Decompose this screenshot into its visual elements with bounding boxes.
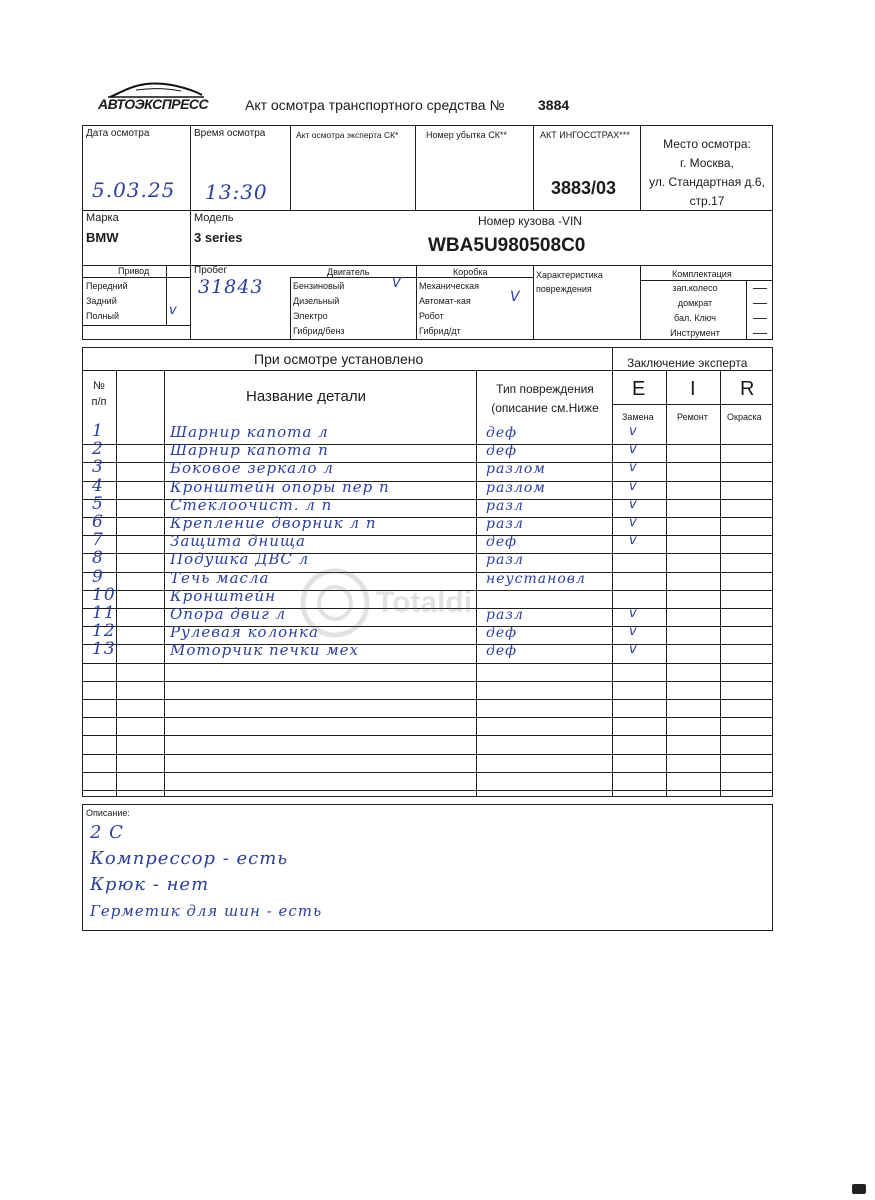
gearbox-check-mark: V — [510, 289, 521, 305]
row-damage-type: разл — [486, 607, 524, 623]
description-label: Описание: — [86, 808, 130, 818]
table-row — [82, 639, 773, 660]
damage-characteristic-label: Характеристика повреждения — [536, 270, 603, 294]
row-damage-type: деф — [486, 534, 518, 551]
row-divider — [82, 681, 773, 682]
gearbox-option: Автомат-кая — [419, 296, 471, 306]
row-replace-check: v — [629, 460, 638, 476]
row-number: 9 — [92, 566, 104, 587]
row-part-name: Крепление дворник л п — [170, 514, 377, 532]
watermark-logo-icon — [300, 568, 370, 638]
place-label: Место осмотра: — [663, 137, 751, 151]
row-replace-check: v — [629, 642, 638, 658]
row-number: 2 — [92, 439, 104, 460]
row-number: 13 — [92, 639, 116, 660]
row-number: 10 — [92, 584, 116, 605]
equipment-option: Инструмент — [670, 328, 720, 338]
row-damage-type: разл — [486, 497, 524, 514]
mileage-value: 31843 — [198, 276, 264, 298]
num-header: № п/п — [91, 380, 107, 408]
row-part-name: Шарнир капота л — [170, 423, 329, 441]
part-header: Название детали — [246, 388, 366, 405]
ingos-act-value: 3883/03 — [551, 178, 617, 198]
logo — [98, 78, 208, 118]
table-row — [82, 421, 773, 439]
table-row — [82, 476, 773, 494]
expert-act-label: Акт осмотра эксперта СК* — [296, 130, 399, 140]
place-street: ул. Стандартная д.6, — [649, 175, 765, 189]
table-row — [82, 439, 773, 460]
act-number: 3884 — [538, 97, 570, 113]
model-label: Модель — [194, 212, 234, 224]
row-number: 3 — [92, 457, 104, 478]
table-row — [82, 567, 773, 585]
table-row — [82, 494, 773, 512]
row-divider — [82, 754, 773, 755]
col-e-subheader: Замена — [622, 412, 654, 422]
row-part-name: Шарнир капота п — [170, 441, 329, 460]
equipment-dash — [753, 318, 767, 319]
row-replace-check: v — [629, 533, 638, 549]
row-part-name: Течь масла — [170, 568, 270, 587]
row-number: 11 — [92, 603, 116, 623]
gearbox-option: Робот — [419, 311, 444, 321]
drive-label: Привод — [118, 266, 150, 276]
damage-header: Тип повреждения (описание см.Ниже — [491, 382, 599, 415]
place-building: стр.17 — [689, 194, 725, 208]
col-r-header: R — [740, 378, 755, 400]
col-i-header: I — [690, 378, 696, 400]
engine-option: Электро — [293, 311, 328, 321]
gearbox-option: Гибрид/дт — [419, 326, 461, 336]
vin-label: Номер кузова -VIN — [478, 214, 582, 228]
model-value: 3 series — [194, 230, 243, 245]
engine-options — [293, 279, 345, 339]
conclusion-title: Заключение эксперта — [627, 356, 748, 370]
equipment-dash — [753, 288, 767, 289]
loss-number-label: Номер убытка СК** — [426, 130, 507, 140]
section-title: При осмотре установлено — [254, 351, 424, 367]
time-label: Время осмотра — [194, 128, 266, 139]
description-line: 2 С — [90, 822, 124, 843]
row-damage-type: деф — [486, 443, 518, 460]
row-number: 7 — [92, 530, 104, 551]
corner-marker — [852, 1184, 866, 1194]
row-part-name: Кронштейн — [170, 586, 276, 605]
equipment-option: бал. Ключ — [674, 313, 716, 323]
equipment-dash — [753, 333, 767, 334]
engine-check-mark: V — [392, 276, 402, 291]
row-replace-check: v — [629, 624, 638, 640]
row-part-name: Моторчик печки мех — [170, 641, 359, 660]
engine-option: Дизельный — [293, 296, 340, 306]
equipment-option: зап.колесо — [672, 283, 718, 293]
row-part-name: Подушка ДВС л — [170, 550, 310, 569]
date-value: 5.03.25 — [92, 178, 176, 202]
vin-value: WBA5U980508C0 — [428, 235, 586, 256]
col-i-subheader: Ремонт — [677, 412, 708, 422]
inspection-place — [641, 135, 773, 211]
row-number: 12 — [92, 621, 116, 642]
description-lines — [90, 820, 322, 924]
row-divider — [82, 699, 773, 700]
drive-option: Передний — [86, 281, 128, 291]
drive-option: Задний — [86, 296, 117, 306]
page-title: Акт осмотра транспортного средства № — [245, 97, 505, 113]
row-divider — [82, 663, 773, 664]
equipment-label: Комплектация — [672, 269, 732, 279]
row-damage-type: разл — [486, 516, 524, 532]
row-damage-type: неустановл — [486, 570, 586, 587]
row-part-name: Опора двиг л — [170, 605, 287, 623]
table-row — [82, 512, 773, 530]
gearbox-label: Коробка — [453, 267, 488, 277]
description-line: Крюк - нет — [90, 874, 210, 895]
row-number: 8 — [92, 548, 104, 569]
row-part-name: Защита днища — [170, 532, 306, 551]
equipment-options — [644, 281, 746, 341]
gearbox-options — [419, 279, 479, 339]
row-number: 4 — [92, 475, 104, 496]
row-damage-type: разлом — [486, 461, 546, 478]
description-line: Герметик для шин - есть — [90, 902, 323, 920]
row-replace-check: v — [629, 478, 638, 494]
row-part-name: Стеклоочист. л п — [170, 495, 333, 514]
row-divider — [82, 772, 773, 773]
row-divider — [82, 717, 773, 718]
row-part-name: Боковое зеркало л — [170, 459, 334, 478]
row-part-name: Рулевая колонка — [170, 623, 319, 642]
row-damage-type: деф — [486, 643, 518, 660]
col-e-header: E — [632, 378, 646, 400]
row-divider — [82, 790, 773, 791]
table-row — [82, 621, 773, 642]
row-damage-type: разлом — [486, 479, 546, 496]
mileage-label: Пробег — [194, 265, 228, 276]
ingos-act-label: АКТ ИНГОССТРАХ*** — [540, 130, 630, 140]
col-r-subheader: Окраска — [727, 412, 762, 422]
equipment-dash — [753, 303, 767, 304]
gearbox-option: Механическая — [419, 281, 480, 291]
equipment-option: домкрат — [677, 298, 713, 308]
row-part-name: Кронштейн опоры пер п — [170, 477, 390, 496]
table-row — [82, 548, 773, 569]
row-replace-check: v — [629, 606, 638, 621]
engine-label: Двигатель — [327, 267, 370, 277]
row-replace-check: v — [629, 442, 638, 458]
table-row — [82, 457, 773, 478]
row-damage-type: деф — [486, 425, 518, 441]
table-row — [82, 530, 773, 551]
date-label: Дата осмотра — [86, 128, 150, 139]
row-replace-check: v — [629, 515, 638, 530]
drive-options — [86, 279, 128, 324]
row-number: 5 — [92, 493, 104, 514]
row-number: 1 — [92, 421, 104, 441]
drive-check-mark: v — [169, 303, 178, 318]
logo-text: АВТОЭКСПРЕСС — [98, 96, 209, 112]
brand-value: BMW — [86, 230, 119, 245]
row-replace-check: v — [629, 424, 638, 439]
time-value: 13:30 — [205, 180, 268, 204]
row-divider — [82, 735, 773, 736]
drive-option: Полный — [86, 311, 119, 321]
row-damage-type: деф — [486, 625, 518, 642]
row-replace-check: v — [629, 496, 638, 512]
row-damage-type: разл — [486, 552, 524, 569]
place-city: г. Москва, — [680, 156, 734, 170]
row-number: 6 — [92, 512, 104, 532]
engine-option: Гибрид/бенз — [293, 326, 345, 336]
brand-label: Марка — [86, 212, 119, 224]
description-line: Компрессор - есть — [90, 848, 289, 869]
engine-option: Бензиновый — [293, 281, 345, 291]
